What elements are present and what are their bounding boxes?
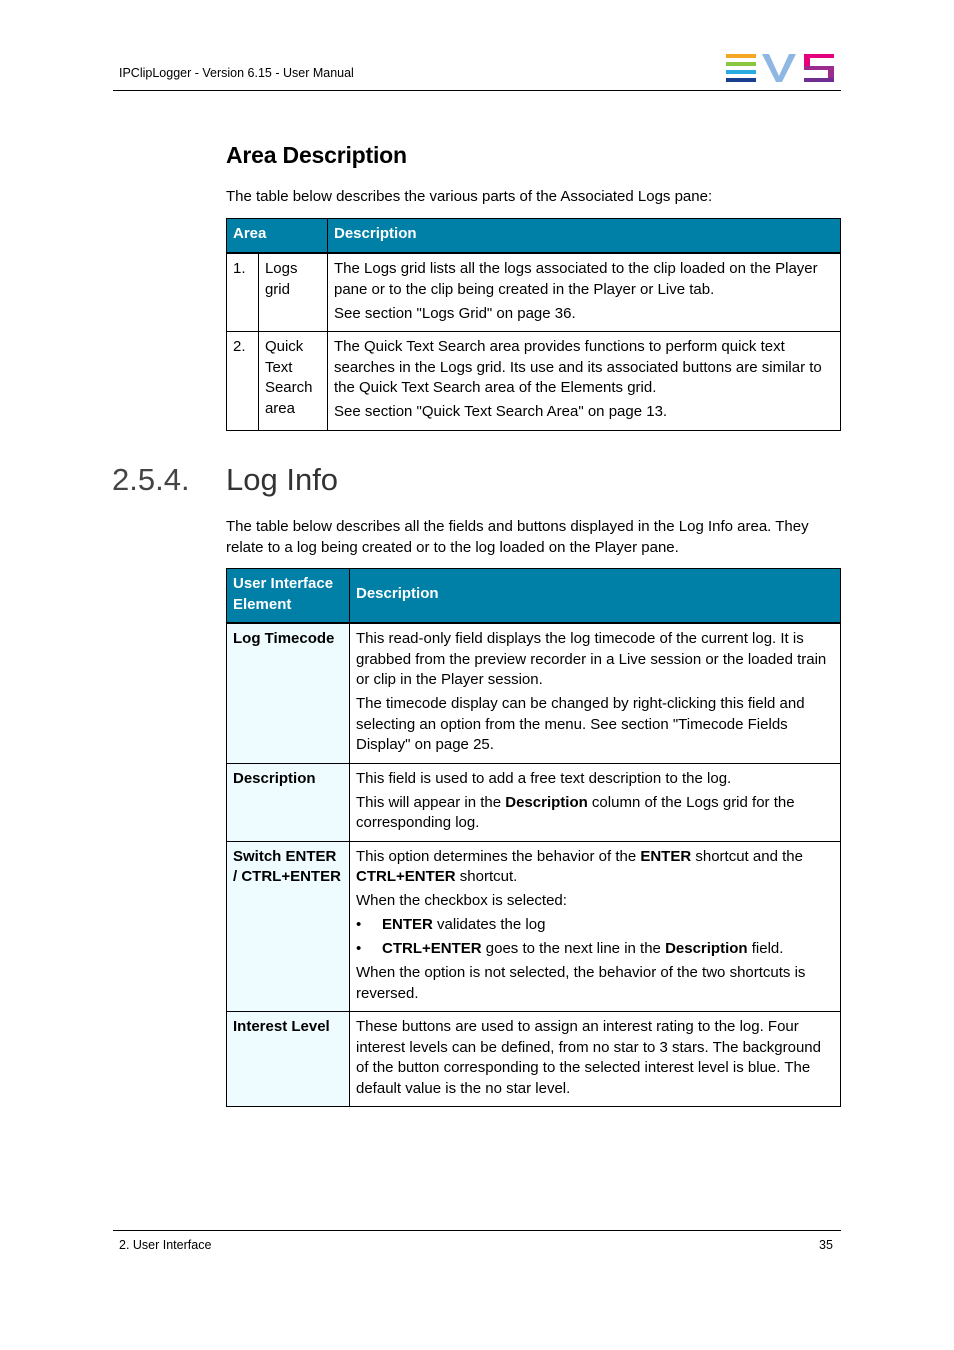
cross-reference: See section "Quick Text Search Area" on page 13.	[334, 403, 668, 420]
text-run: This option determines the behavior of the	[356, 847, 641, 865]
area-description-cell	[328, 253, 841, 332]
area-name: Logs grid	[258, 253, 327, 332]
description-text: The timecode display can be changed by right-clicking this field and selecting an option from the menu. See section "Timecode Fields Display" on page 25.	[356, 695, 805, 753]
footer-divider	[113, 1230, 841, 1231]
element-description	[350, 623, 841, 763]
header-divider	[113, 90, 841, 91]
section-title: Log Info	[226, 462, 339, 497]
bullet-item	[356, 915, 834, 936]
description-text: When the option is not selected, the behavior of the two shortcuts is reversed.	[356, 964, 806, 1002]
text-run: column of the Logs grid for the corresponding log.	[356, 793, 795, 831]
text-run: shortcut and the	[691, 847, 803, 865]
text-run: This will appear in the	[356, 793, 506, 811]
table-row	[227, 1012, 841, 1107]
element-description	[350, 1012, 841, 1107]
header-title: IPClipLogger - Version 6.15 - User Manual	[119, 66, 354, 80]
table-row	[227, 623, 841, 763]
text-run: validates the log	[432, 916, 546, 933]
column-header-element: User Interface Element	[227, 569, 350, 624]
row-number: 1.	[227, 253, 259, 332]
element-name: Switch ENTER / CTRL+ENTER	[227, 841, 350, 1012]
cross-reference: See section "Logs Grid" on page 36.	[334, 304, 576, 322]
bold-term: ENTER	[382, 916, 433, 933]
description-text: This read-only field displays the log timecode of the current log. It is grabbed from the preview recorder in a Live session or the loaded train or clip in the Player session.	[356, 630, 827, 688]
table-row	[227, 253, 841, 332]
evs-logo	[726, 54, 834, 82]
description-text: The Logs grid lists all the logs associated to the clip loaded on the Player pane or to the clip being created in the Player or Live tab.	[334, 260, 818, 298]
column-header-area: Area	[227, 219, 328, 254]
description-text	[356, 847, 834, 888]
element-description	[350, 763, 841, 841]
section-number: 2.5.4.	[112, 462, 190, 497]
footer-chapter: 2. User Interface	[119, 1238, 212, 1252]
element-name: Log Timecode	[227, 623, 350, 763]
table-header-row	[227, 569, 841, 624]
text-run: field.	[747, 940, 784, 957]
bullet-icon: •	[356, 916, 362, 933]
page-number: 35	[819, 1238, 833, 1252]
element-name: Description	[227, 763, 350, 841]
row-number: 2.	[227, 332, 259, 431]
description-text: When the checkbox is selected:	[356, 892, 567, 909]
log-info-intro: The table below describes all the fields and buttons displayed in the Log Info area. They relate to a log being created or to the log loaded on the Player pane.	[226, 518, 809, 556]
column-header-description: Description	[328, 219, 841, 254]
element-name: Interest Level	[227, 1012, 350, 1107]
table-row	[227, 841, 841, 1012]
area-description-intro: The table below describes the various parts of the Associated Logs pane:	[226, 188, 713, 205]
description-text: These buttons are used to assign an interest rating to the log. Four interest levels can be defined, from no star to 3 stars. The background of the button corresponding to the selected interest level is blue. The default value is the no star level.	[356, 1018, 821, 1097]
bullet-item	[356, 939, 834, 960]
area-description-cell	[328, 332, 841, 431]
column-header-description: Description	[350, 569, 841, 624]
bold-term: CTRL+ENTER	[356, 868, 456, 885]
log-info-table	[226, 568, 841, 1107]
bold-term: CTRL+ENTER	[382, 940, 482, 957]
text-run: goes to the next line in the	[481, 940, 666, 957]
description-text	[356, 793, 834, 834]
bold-term: Description	[505, 793, 588, 811]
description-text: This field is used to add a free text description to the log.	[356, 769, 732, 787]
area-description-table	[226, 218, 841, 431]
bold-term: Description	[665, 940, 748, 957]
table-header-row	[227, 219, 841, 254]
description-text: The Quick Text Search area provides functions to perform quick text searches in the Logs grid. Its use and its associated buttons are similar to the Quick Text Search area of the Elements grid.	[334, 338, 822, 396]
area-name: Quick Text Search area	[258, 332, 327, 431]
table-row	[227, 763, 841, 841]
element-description	[350, 841, 841, 1012]
area-description-heading: Area Description	[226, 142, 407, 168]
bold-term: ENTER	[640, 847, 692, 865]
table-row	[227, 332, 841, 431]
bullet-icon: •	[356, 940, 362, 957]
text-run: shortcut.	[455, 868, 518, 885]
